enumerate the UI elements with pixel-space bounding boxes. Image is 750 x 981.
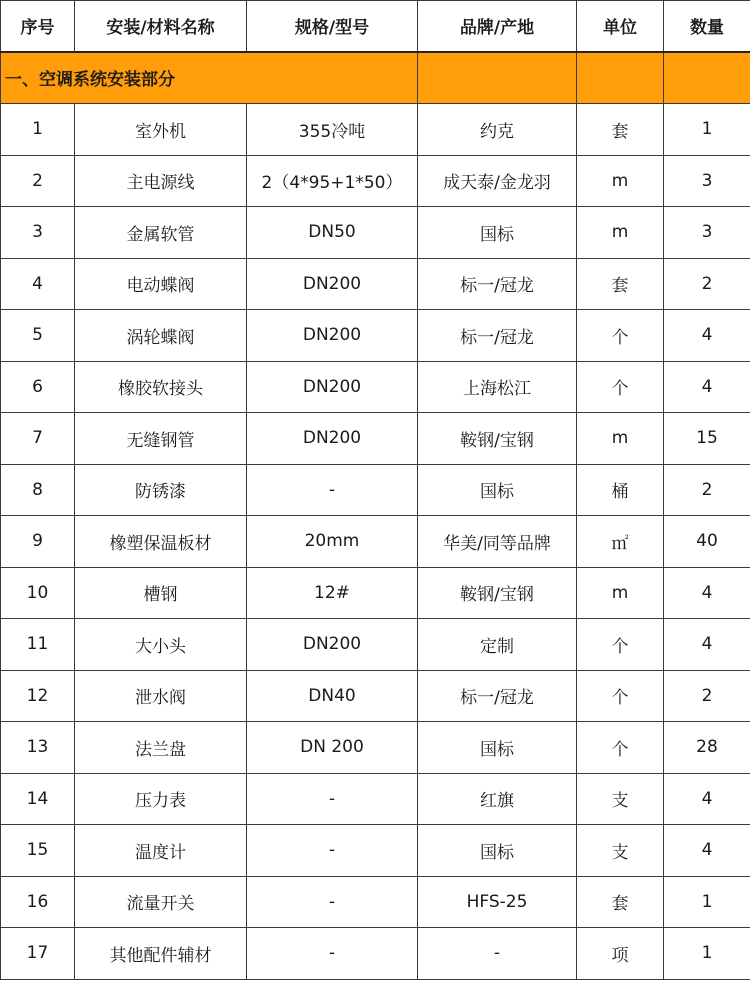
table-row <box>1 207 750 259</box>
cell-name: 涡轮蝶阀 <box>75 310 247 362</box>
cell-brand: HFS-25 <box>418 876 577 928</box>
cell-name: 压力表 <box>75 773 247 825</box>
cell-unit: 个 <box>577 670 664 722</box>
table-row <box>1 619 750 671</box>
cell-no: 9 <box>1 516 75 568</box>
cell-spec: DN 200 <box>247 722 418 774</box>
cell-no: 6 <box>1 361 75 413</box>
cell-spec: 12# <box>247 567 418 619</box>
cell-no: 15 <box>1 825 75 877</box>
header-name: 安装/材料名称 <box>75 1 247 52</box>
cell-brand: 鞍钢/宝钢 <box>418 567 577 619</box>
cell-name: 流量开关 <box>75 876 247 928</box>
table-row <box>1 876 750 928</box>
cell-qty: 40 <box>664 516 750 568</box>
cell-unit: 支 <box>577 825 664 877</box>
table-row <box>1 567 750 619</box>
cell-name: 橡胶软接头 <box>75 361 247 413</box>
table-header <box>1 1 750 52</box>
cell-brand: 鞍钢/宝钢 <box>418 413 577 465</box>
cell-no: 12 <box>1 670 75 722</box>
cell-no: 7 <box>1 413 75 465</box>
cell-unit: 套 <box>577 258 664 310</box>
table-row <box>1 825 750 877</box>
cell-qty: 4 <box>664 310 750 362</box>
cell-no: 16 <box>1 876 75 928</box>
cell-unit: 套 <box>577 104 664 156</box>
header-unit: 单位 <box>577 1 664 52</box>
cell-unit: ㎡ <box>577 516 664 568</box>
cell-no: 10 <box>1 567 75 619</box>
cell-spec: - <box>247 928 418 980</box>
cell-name: 温度计 <box>75 825 247 877</box>
table-row <box>1 258 750 310</box>
cell-unit: 个 <box>577 361 664 413</box>
cell-no: 8 <box>1 464 75 516</box>
cell-qty: 2 <box>664 464 750 516</box>
header-spec: 规格/型号 <box>247 1 418 52</box>
cell-unit: m <box>577 567 664 619</box>
cell-brand: 约克 <box>418 104 577 156</box>
cell-name: 法兰盘 <box>75 722 247 774</box>
cell-spec: - <box>247 464 418 516</box>
cell-no: 14 <box>1 773 75 825</box>
cell-brand: 标一/冠龙 <box>418 310 577 362</box>
table-row <box>1 413 750 465</box>
cell-unit: 支 <box>577 773 664 825</box>
cell-unit: m <box>577 413 664 465</box>
cell-no: 5 <box>1 310 75 362</box>
cell-qty: 4 <box>664 773 750 825</box>
cell-spec: 2（4*95+1*50） <box>247 155 418 207</box>
cell-brand: 标一/冠龙 <box>418 670 577 722</box>
cell-qty: 3 <box>664 207 750 259</box>
table-row <box>1 670 750 722</box>
section-cell-qty <box>664 52 750 104</box>
cell-spec: 20mm <box>247 516 418 568</box>
table-row <box>1 722 750 774</box>
section-cell-brand <box>418 52 577 104</box>
cell-name: 防锈漆 <box>75 464 247 516</box>
cell-unit: 桶 <box>577 464 664 516</box>
cell-brand: - <box>418 928 577 980</box>
table-row <box>1 155 750 207</box>
cell-spec: DN200 <box>247 310 418 362</box>
cell-name: 电动蝶阀 <box>75 258 247 310</box>
cell-unit: m <box>577 207 664 259</box>
cell-unit: 个 <box>577 722 664 774</box>
cell-name: 金属软管 <box>75 207 247 259</box>
cell-no: 17 <box>1 928 75 980</box>
cell-qty: 3 <box>664 155 750 207</box>
cell-spec: DN200 <box>247 413 418 465</box>
cell-spec: 355冷吨 <box>247 104 418 156</box>
cell-no: 11 <box>1 619 75 671</box>
section-cell-unit <box>577 52 664 104</box>
cell-name: 橡塑保温板材 <box>75 516 247 568</box>
cell-unit: 项 <box>577 928 664 980</box>
table-row <box>1 361 750 413</box>
cell-name: 室外机 <box>75 104 247 156</box>
cell-name: 大小头 <box>75 619 247 671</box>
cell-qty: 4 <box>664 619 750 671</box>
cell-spec: - <box>247 876 418 928</box>
cell-unit: 个 <box>577 310 664 362</box>
table-row <box>1 104 750 156</box>
table-row <box>1 464 750 516</box>
cell-spec: DN200 <box>247 258 418 310</box>
cell-qty: 4 <box>664 361 750 413</box>
cell-brand: 国标 <box>418 464 577 516</box>
cell-qty: 4 <box>664 567 750 619</box>
cell-spec: DN50 <box>247 207 418 259</box>
header-row <box>1 1 750 52</box>
cell-spec: - <box>247 773 418 825</box>
cell-name: 槽钢 <box>75 567 247 619</box>
cell-qty: 1 <box>664 928 750 980</box>
cell-no: 3 <box>1 207 75 259</box>
cell-name: 其他配件辅材 <box>75 928 247 980</box>
section-title: 一、空调系统安装部分 <box>1 52 418 104</box>
cell-spec: - <box>247 825 418 877</box>
cell-brand: 红旗 <box>418 773 577 825</box>
cell-qty: 15 <box>664 413 750 465</box>
cell-name: 无缝钢管 <box>75 413 247 465</box>
cell-no: 13 <box>1 722 75 774</box>
cell-unit: 个 <box>577 619 664 671</box>
cell-brand: 国标 <box>418 722 577 774</box>
header-qty: 数量 <box>664 1 750 52</box>
cell-brand: 定制 <box>418 619 577 671</box>
table-row <box>1 310 750 362</box>
cell-spec: DN40 <box>247 670 418 722</box>
section-row <box>1 52 750 104</box>
cell-brand: 国标 <box>418 207 577 259</box>
cell-qty: 1 <box>664 104 750 156</box>
cell-qty: 1 <box>664 876 750 928</box>
header-no: 序号 <box>1 1 75 52</box>
cell-brand: 成天泰/金龙羽 <box>418 155 577 207</box>
cell-unit: m <box>577 155 664 207</box>
cell-spec: DN200 <box>247 361 418 413</box>
cell-qty: 2 <box>664 670 750 722</box>
cell-brand: 标一/冠龙 <box>418 258 577 310</box>
cell-spec: DN200 <box>247 619 418 671</box>
cell-qty: 4 <box>664 825 750 877</box>
cell-name: 泄水阀 <box>75 670 247 722</box>
cell-no: 2 <box>1 155 75 207</box>
cell-name: 主电源线 <box>75 155 247 207</box>
cell-brand: 华美/同等品牌 <box>418 516 577 568</box>
cell-qty: 28 <box>664 722 750 774</box>
cell-qty: 2 <box>664 258 750 310</box>
cell-unit: 套 <box>577 876 664 928</box>
table-row <box>1 773 750 825</box>
header-brand: 品牌/产地 <box>418 1 577 52</box>
table-row <box>1 928 750 980</box>
cell-no: 4 <box>1 258 75 310</box>
table-row <box>1 516 750 568</box>
cell-no: 1 <box>1 104 75 156</box>
cell-brand: 国标 <box>418 825 577 877</box>
table-body <box>1 52 750 980</box>
cell-brand: 上海松江 <box>418 361 577 413</box>
